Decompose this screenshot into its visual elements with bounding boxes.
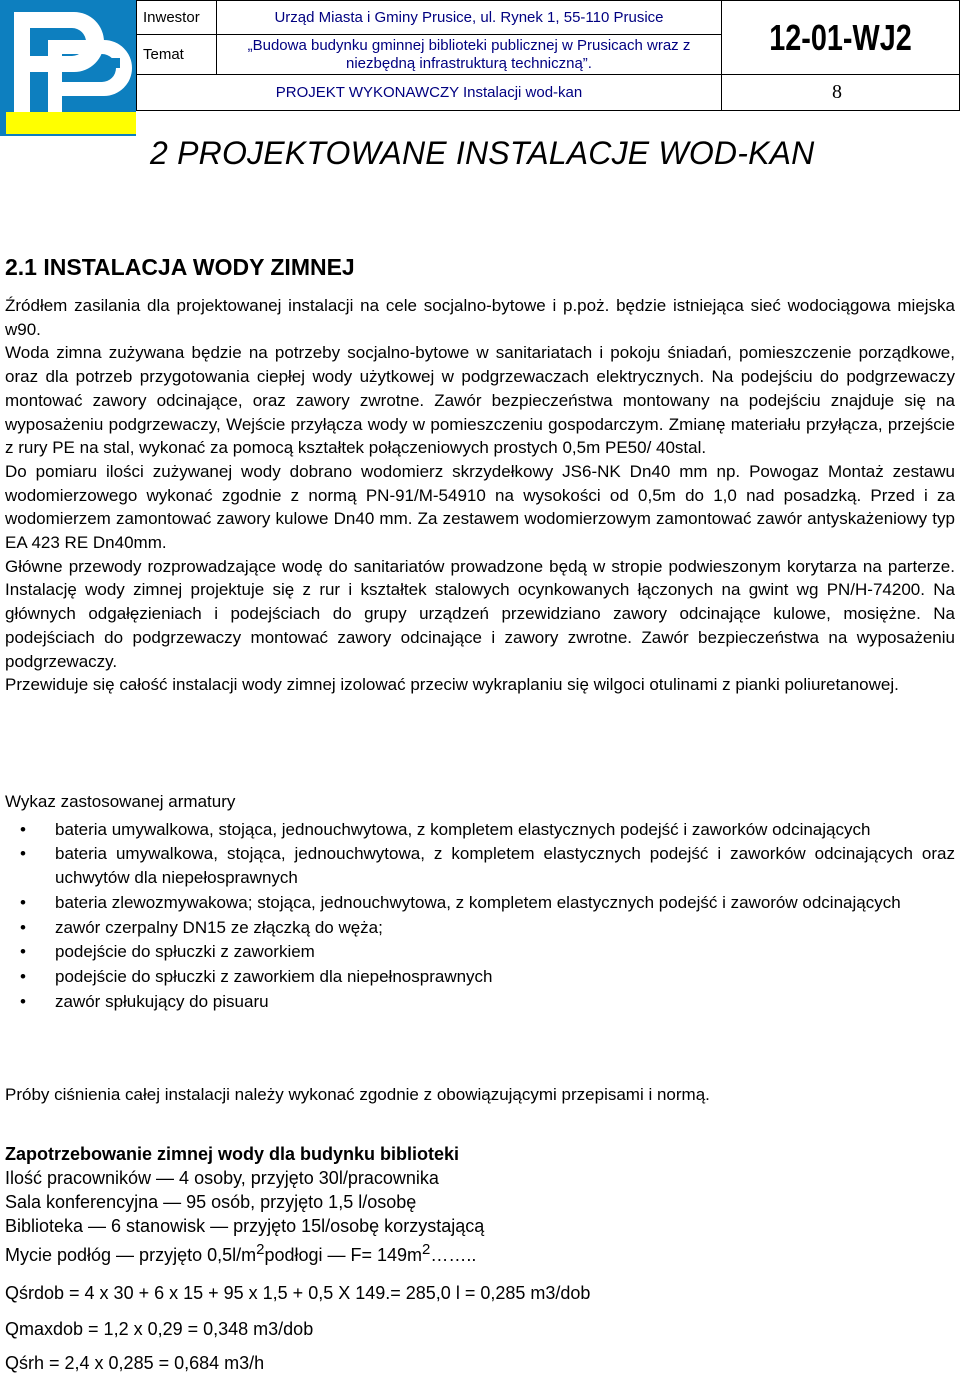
bullet: • (20, 991, 26, 1011)
list-item (5, 891, 955, 915)
calc-hourly-average: Qśrh = 2,4 x 0,285 = 0,684 m3/h (5, 1353, 265, 1373)
subject-label: Temat (137, 35, 217, 75)
document-header (0, 0, 960, 140)
pipes-paragraph: Główne przewody rozprowadzające wodę do sanitariatów prowadzone będą w stropie podwieszonym korytarza na parterze. Instalację wody zimnej projektuje się z rur i kształtek stalowych ocynkowanych łączonych na gwint wg PN/H-74200. Na głównych odgałęzieniach i podejściach do grupy urządzeń przewidziano zawory odcinające kulowe, mosiężne. Na podejściach do podgrzewaczy montować zawory odcinające i zawory zwrotne. Zawór bezpieczeństwa na wyposażeniu podgrzewaczy. (5, 556, 955, 671)
pressure-test-text: Próby ciśnienia całej instalacji należy wykonać zgodnie z obowiązującymi przepisami i normą. (5, 1085, 710, 1104)
demand-line: Biblioteka — 6 stanowisk — przyjęto 15l/osobę korzystającą (5, 1216, 485, 1236)
fittings-list (5, 818, 955, 1014)
floor-line-pre: Mycie podłóg — przyjęto 0,5l/m (5, 1245, 257, 1265)
bullet: • (20, 844, 26, 864)
bullet: • (20, 892, 26, 912)
list-item-text: bateria umywalkowa, stojąca, jednouchwytowa, z kompletem elastycznych podejść i zaworków odcinających oraz uchwytów dla niepełosprawnych (55, 844, 955, 888)
investor-label: Inwestor (137, 1, 217, 35)
list-item (5, 916, 955, 940)
page-number (722, 75, 960, 111)
insulation-paragraph: Przewiduje się całość instalacji wody zimnej izolować przeciw wykraplaniu się wilgoci otulinami z pianki poliuretanowej. (5, 675, 899, 695)
demand-line: Ilość pracowników — 4 osoby, przyjęto 30l/pracownika (5, 1168, 439, 1188)
header-table (136, 0, 960, 111)
list-item-text: bateria umywalkowa, stojąca, jednouchwytowa, z kompletem elastycznych podejść i zaworków odcinających (55, 819, 871, 839)
calc-daily-max: Qmaxdob = 1,2 x 0,29 = 0,348 m3/dob (5, 1319, 314, 1339)
project-line: PROJEKT WYKONAWCZY Instalacji wod-kan (137, 75, 722, 111)
document-code: 12-01-WJ2 (769, 16, 912, 58)
section-title: 2.1 INSTALACJA WODY ZIMNEJ (5, 254, 355, 280)
floor-line-post: …….. (430, 1245, 477, 1265)
demand-line: Sala konferencyjna — 95 osób, przyjęto 1,5 l/osobę (5, 1192, 417, 1212)
floor-line-sup: 2 (256, 1241, 265, 1258)
demand-section (5, 1142, 955, 1267)
floor-line-mid: podłogi — F= 149m (264, 1245, 423, 1265)
bullet: • (20, 966, 26, 986)
meter-paragraph: Do pomiaru ilości zużywanej wody dobrano wodomierz skrzydełkowy JS6-NK Dn40 mm np. Powogaz Montaż zestawu wodomierzowego wykonać zgodnie z normą PN-91/M-54910 na wysokości od 0,5m do 1,0 nad posadzką. Przed i za wodomierzem zamontować zawory kulowe Dn40 mm. Za zestawem wodomierzowym zamontować zawór antyskażeniowy typ EA 423 RE Dn40mm. (5, 461, 955, 553)
list-item (5, 965, 955, 989)
subject-line-1: „Budowa budynku gminnej biblioteki publicznej w Prusicach wraz z (247, 36, 691, 54)
intro-paragraph: Źródłem zasilania dla projektowanej instalacji na cele socjalno-bytowe i p.poż. będzie istniejąca sieć wodociągowa miejska w90. (5, 296, 955, 339)
list-item-text: podejście do spłuczki z zaworkiem dla niepełnosprawnych (55, 966, 493, 986)
list-item (5, 990, 955, 1014)
demand-floor-line (5, 1238, 955, 1267)
investor-value: Urząd Miasta i Gminy Prusice, ul. Rynek 1, 55-110 Prusice (217, 1, 722, 35)
list-item (5, 940, 955, 964)
body-text (5, 294, 955, 697)
logo-accent-bar (6, 112, 136, 134)
page-number-text: 8 (832, 81, 842, 103)
subject-line-2: niezbędną infrastrukturą techniczną”. (346, 54, 592, 72)
main-paragraph: Woda zimna zużywana będzie na potrzeby socjalno-bytowe w sanitariatach i pokoju śniadań, pomieszczenie porządkowe, oraz dla potrzeb przygotowania ciepłej wody użytkowej w podgrzewaczach elektrycznych. Na podejściu do podgrzewaczy montować zawory odcinające, oraz zawory zwrotne. Zawór bezpieczeństwa montowany na podejściu znajduje się na wyposażeniu podgrzewaczy, Wejście przyłącza wody w pomieszczeniu gospodarczym. Zmianę materiału przyłącza, przejście z rury PE na stal, wykonać za pomocą kształtek połączeniowych prostych 0,5m PE50/ 40stal. (5, 343, 955, 458)
chapter-title: 2 PROJEKTOWANE INSTALACJE WOD-KAN (150, 135, 815, 171)
doc-code-cell (722, 1, 960, 75)
list-item (5, 818, 955, 842)
list-item (5, 842, 955, 889)
list-item-text: zawór spłukujący do pisuaru (55, 991, 269, 1011)
list-item-text: bateria zlewozmywakowa; stojąca, jednouchwytowa, z kompletem elastycznych podejść i zaworów odcinających (55, 892, 901, 912)
fittings-section (5, 790, 955, 1014)
bullet: • (20, 942, 26, 962)
demand-heading-text: Zapotrzebowanie zimnej wody dla budynku biblioteki (5, 1144, 460, 1164)
calc-daily-average: Qśrdob = 4 x 30 + 6 x 15 + 95 x 1,5 + 0,5 X 149.= 285,0 l = 0,285 m3/dob (5, 1283, 591, 1303)
bullet: • (20, 917, 26, 937)
list-item-text: zawór czerpalny DN15 ze złączką do węża; (55, 917, 383, 937)
floor-line-sup2: 2 (422, 1241, 431, 1258)
bullet: • (20, 819, 26, 839)
fittings-heading: Wykaz zastosowanej armatury (5, 792, 236, 811)
list-item-text: podejście do spłuczki z zaworkiem (55, 942, 315, 962)
demand-heading (5, 1142, 955, 1166)
subject-value (217, 35, 722, 75)
